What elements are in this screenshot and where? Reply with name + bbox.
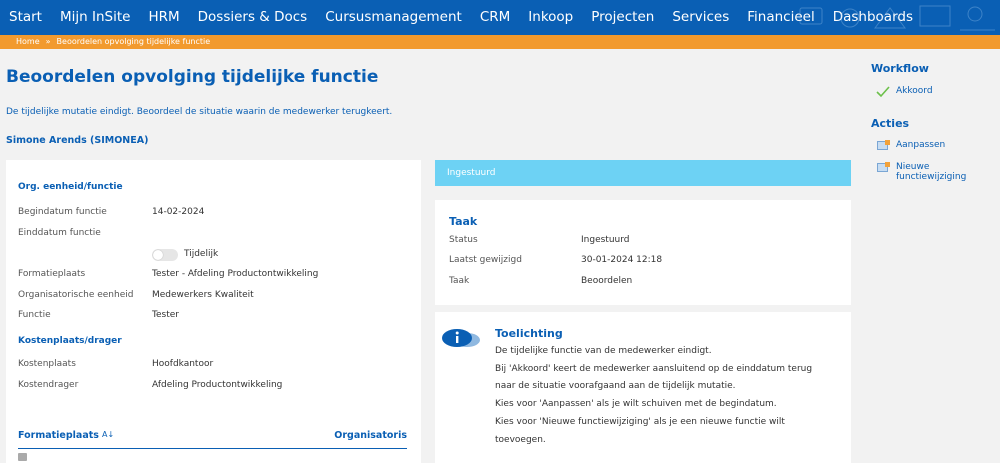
edit-document-icon	[877, 141, 888, 150]
formatieplaats-value: Tester - Afdeling Productontwikkeling	[152, 269, 319, 279]
begindatum-label: Begindatum functie	[18, 207, 107, 217]
nav-projecten[interactable]: Projecten	[591, 9, 655, 25]
nav-mijn-insite[interactable]: Mijn InSite	[59, 9, 131, 25]
workflow-status-bar: Ingestuurd	[435, 160, 851, 186]
toelichting-line: Kies voor 'Nieuwe functiewijziging' als je een nieuwe functie wilt	[495, 417, 785, 427]
filter-icon[interactable]	[18, 453, 27, 461]
toelichting-line: naar de situatie voorafgaand aan de tijdelijk mutatie.	[495, 381, 736, 391]
tijdelijk-toggle[interactable]	[152, 249, 178, 261]
page-subtitle: De tijdelijke mutatie eindigt. Beoordeel de situatie waarin de medewerker terugkeert.	[6, 107, 393, 117]
functie-label: Functie	[18, 310, 51, 320]
nav-financieel[interactable]: Financieel	[747, 9, 815, 25]
breadcrumb-current: Beoordelen opvolging tijdelijke functie	[56, 37, 211, 46]
task-card	[435, 200, 851, 305]
page-title: Beoordelen opvolging tijdelijke functie	[6, 67, 379, 87]
akkoord-action[interactable]: Akkoord	[896, 86, 933, 96]
nieuwe-functiewijziging-action[interactable]: Nieuwe functiewijziging	[896, 162, 967, 182]
kostenplaats-label: Kostenplaats	[18, 359, 76, 369]
aanpassen-action[interactable]: Aanpassen	[896, 140, 946, 150]
toelichting-line: Kies voor 'Aanpassen' als je wilt schuiven met de begindatum.	[495, 399, 777, 409]
kostendrager-value: Afdeling Productontwikkeling	[152, 380, 283, 390]
kostenplaats-value: Hoofdkantoor	[152, 359, 214, 369]
kosten-section-title: Kostenplaats/drager	[18, 336, 122, 346]
column-formatieplaats[interactable]: Formatieplaats	[18, 430, 99, 441]
new-document-icon	[877, 163, 888, 172]
functie-value: Tester	[152, 310, 179, 320]
task-modified-label: Laatst gewijzigd	[449, 255, 522, 265]
begindatum-value: 14-02-2024	[152, 207, 205, 217]
toelichting-card	[435, 312, 851, 463]
org-section-title: Org. eenheid/functie	[18, 182, 123, 192]
toelichting-line: De tijdelijke functie van de medewerker eindigt.	[495, 346, 712, 356]
formatieplaats-label: Formatieplaats	[18, 269, 86, 279]
nav-hrm[interactable]: HRM	[148, 9, 180, 25]
workflow-title: Workflow	[871, 62, 929, 75]
task-title: Taak	[449, 215, 478, 228]
breadcrumb	[0, 35, 1000, 49]
formatieplaats-table-header	[18, 425, 407, 449]
nav-dossiers-docs[interactable]: Dossiers & Docs	[197, 9, 308, 25]
task-modified-value: 30-01-2024 12:18	[581, 255, 663, 265]
info-icon	[441, 328, 481, 348]
kostendrager-label: Kostendrager	[18, 380, 79, 390]
column-organisatorisch[interactable]: Organisatoris	[334, 430, 407, 441]
breadcrumb-separator: »	[45, 37, 51, 46]
function-details-card	[6, 160, 421, 463]
nav-inkoop[interactable]: Inkoop	[528, 9, 574, 25]
toelichting-title: Toelichting	[495, 327, 563, 340]
nav-cursusmanagement[interactable]: Cursusmanagement	[325, 9, 462, 25]
task-type-label: Taak	[449, 276, 470, 286]
acties-title: Acties	[871, 117, 910, 130]
task-status-label: Status	[449, 235, 478, 245]
nav-crm[interactable]: CRM	[479, 9, 511, 25]
tijdelijk-label: Tijdelijk	[184, 249, 219, 259]
task-status-value: Ingestuurd	[581, 235, 630, 245]
einddatum-label: Einddatum functie	[18, 228, 101, 238]
toggle-knob	[153, 250, 163, 260]
nav-start[interactable]: Start	[9, 9, 42, 25]
nav-dashboards[interactable]: Dashboards	[832, 9, 913, 25]
toelichting-line: toevoegen.	[495, 435, 546, 445]
top-navigation	[0, 0, 1000, 35]
org-eenheid-value: Medewerkers Kwaliteit	[152, 290, 254, 300]
task-type-value: Beoordelen	[581, 276, 633, 286]
nav-services[interactable]: Services	[672, 9, 730, 25]
org-eenheid-label: Organisatorische eenheid	[18, 290, 134, 300]
employee-name: Simone Arends (SIMONEA)	[6, 135, 149, 146]
header-decoration-graphic	[780, 0, 1000, 35]
toelichting-line: Bij 'Akkoord' keert de medewerker aansluitend op de einddatum terug	[495, 364, 813, 374]
check-icon	[876, 86, 890, 98]
breadcrumb-home[interactable]: Home	[16, 37, 40, 46]
sort-icon[interactable]: A↓	[102, 430, 115, 439]
